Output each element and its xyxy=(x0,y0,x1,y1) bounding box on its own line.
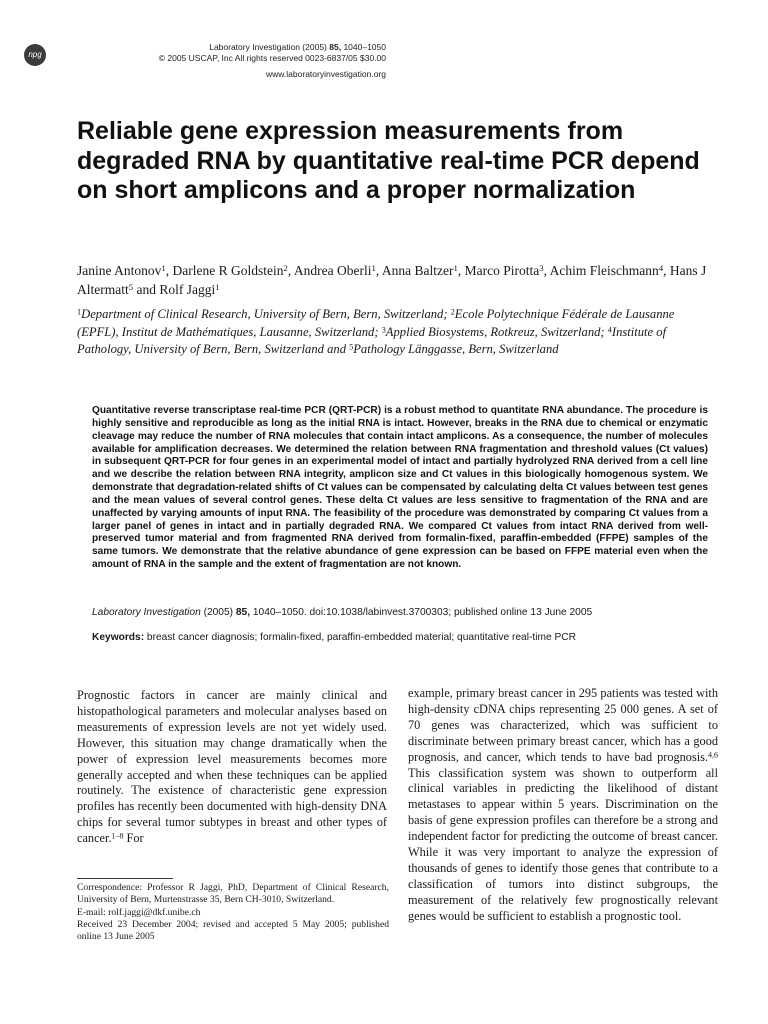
body-paragraph-right-b: This classification system was shown to outperform all clinical variables in predicting the likelihood of distant metastases to appear within 5 years. Discrimination on the basis of gene expression profiles can therefore be a strong and independent factor for predicting the outcome of breast cancer. While it was very important to analyze the expression of thousands of genes to identify those genes that contribute to a classification of tumors into distinct subgroups, the measurement of the relatively few prognostically relevant genes would be sufficient to establish a prognostic tool. xyxy=(408,765,718,923)
affiliation-marker: 4 xyxy=(658,263,664,274)
author-name-text: Janine Antonov xyxy=(77,263,162,278)
body-paragraph-left: Prognostic factors in cancer are mainly clinical and histopathological parameters and molecular analyses based on measurements of expression levels are not yet widely used. However, this situation may change dramatically when the power of expression level measurements becomes more generally accepted and when these techniques can be applied routinely. The existence of characteristic gene expression profiles has recently been documented with high-density DNA chips for several tumor subtypes in breast and other types of cancer. xyxy=(77,688,387,846)
affiliation-number: 3 xyxy=(381,324,386,334)
author-name-text: Achim Fleischmann xyxy=(549,263,659,278)
affiliation-number: 4 xyxy=(607,324,612,334)
affiliation-number: 1 xyxy=(77,307,82,317)
affiliation-marker: 1 xyxy=(215,281,220,292)
author-name-text: Rolf Jaggi xyxy=(159,281,216,297)
reference-superscript[interactable]: 4,6 xyxy=(708,750,718,760)
author-name xyxy=(550,263,664,278)
footnote-rule xyxy=(77,878,173,879)
journal-pages: 1040–1050 xyxy=(341,42,386,52)
body-paragraph-left-tail: For xyxy=(123,831,144,846)
affiliation-marker: 2 xyxy=(283,263,288,274)
keywords-text: breast cancer diagnosis; formalin-fixed, paraffin-embedded material; quantitative real-time PCR xyxy=(144,632,576,643)
author-name xyxy=(294,263,376,278)
journal-website-link[interactable]: www.laboratoryinvestigation.org xyxy=(265,69,386,79)
reference-superscript[interactable]: 1–8 xyxy=(111,831,124,841)
author-name-text: Anna Baltzer xyxy=(381,263,454,278)
body-paragraph-right-a: example, primary breast cancer in 295 patients was tested with high-density cDNA chips representing 25 000 genes. A set of 70 genes was characterized, which was sufficient to discriminate between primary breast cancer, which has a good prognosis, and cancer, which tends to have bad prognosis. xyxy=(408,686,718,764)
author-name xyxy=(173,263,288,278)
journal-volume: 85, xyxy=(329,42,342,52)
body-column-right xyxy=(408,686,718,925)
affiliation-number: 2 xyxy=(450,307,455,317)
article-citation xyxy=(92,606,732,619)
affiliations xyxy=(77,306,717,359)
affiliation-text: Institute of Pathology, University of Bern, Bern, Switzerland and xyxy=(77,324,667,357)
affiliation-marker: 5 xyxy=(128,281,134,292)
correspondence-footnote xyxy=(77,882,389,943)
affiliation-number: 5 xyxy=(349,342,354,352)
affiliation-text: Department of Clinical Research, University of Bern, Bern, Switzerland; xyxy=(81,307,451,321)
citation-volume: 85, xyxy=(235,607,251,618)
author-list: Janine Antonov$^1$, Darlene R Goldstein$^2$, Andrea Oberli$^1$, Anna Baltzer$^1$, Marco Pirotta$^3$, Achim Fleischmann$^4$, Hans J Altermatt$^5$ and Rolf Jaggi$^1$ xyxy=(77,263,707,297)
keywords xyxy=(92,631,732,644)
author-name-text: Darlene R Goldstein xyxy=(172,263,284,278)
author-name xyxy=(382,263,458,278)
correspondence-email[interactable]: E-mail: rolf.jaggi@dkf.unibe.ch xyxy=(77,906,201,918)
received-dates: Received 23 December 2004; revised and accepted 5 May 2005; published online 13 June 2005 xyxy=(77,918,389,943)
correspondence-address: Correspondence: Professor R Jaggi, PhD, Department of Clinical Research, University of Bern, Murtenstrasse 35, Bern CH-3010, Switzerland. xyxy=(77,882,389,906)
article-title: Reliable gene expression measurements from degraded RNA by quantitative real-time PCR depend on short amplicons and a proper normalization xyxy=(77,117,700,204)
journal-citation-header xyxy=(209,42,386,53)
affiliation-marker: 1 xyxy=(453,263,458,274)
abstract: Quantitative reverse transcriptase real-time PCR (QRT-PCR) is a robust method to quantitate RNA abundance. The procedure is highly sensitive and reproducible as long as the initial RNA is intact. However, breaks in the RNA due to chemical or enzymatic cleavage may reduce the number of RNA molecules that contain intact amplicons. As a consequence, the number of molecules available for amplification decreases. We determined the relation between RNA fragmentation and threshold values (Ct values) in subsequent QRT-PCR for four genes in an experimental model of intact and partially hydrolyzed RNA derived from a cell line and we describe the relation between RNA integrity, amplicon size and Ct values in this biologically homogenous system. We demonstrate that degradation-related shifts of Ct values can be compensated by calculating delta Ct values between test genes and the mean values of several control genes. These delta Ct values are less sensitive to fragmentation of the RNA and are unaffected by varying amounts of input RNA. The feasibility of the procedure was demonstrated by comparing Ct values from a larger panel of genes in intact and in partially degraded RNA. We compared Ct values from intact RNA derived from well-preserved tumor material and from fragmented RNA derived from formalin-fixed, paraffin-embedded (FFPE) samples of the same tumors. We demonstrate that the relative abundance of gene expression can be based on FFPE material even when the amount of RNA in the sample and the extent of fragmentation are not known. xyxy=(92,405,708,571)
affiliation-text: Pathology Länggasse, Bern, Switzerland xyxy=(353,342,559,357)
author-name xyxy=(465,263,544,278)
affiliation-marker: 1 xyxy=(371,263,376,274)
author-name xyxy=(77,263,166,278)
affiliation-text: Ecole Polytechnique Fédérale de Lausanne (EPFL), Institut de Mathématiques, Lausanne, Switzerland; xyxy=(77,307,675,339)
author-name-text: Marco Pirotta xyxy=(464,263,540,278)
citation-year: (2005) xyxy=(200,607,236,618)
publisher-logo: npg xyxy=(24,44,46,66)
copyright-line: © 2005 USCAP, Inc All rights reserved 0023-6837/05 $30.00 xyxy=(158,53,386,63)
body-column-left xyxy=(77,688,387,847)
citation-journal: Laboratory Investigation xyxy=(92,607,201,618)
author-name xyxy=(159,282,219,297)
author-name-text: Hans J Altermatt xyxy=(77,263,707,297)
author-name-text: Andrea Oberli xyxy=(293,263,372,278)
journal-line: Laboratory Investigation (2005) xyxy=(209,42,330,52)
affiliation-marker: 3 xyxy=(539,263,544,274)
citation-rest[interactable]: 1040–1050. doi:10.1038/labinvest.3700303; published online 13 June 2005 xyxy=(250,607,593,618)
affiliation-marker: 1 xyxy=(161,263,166,274)
affiliation-text: Applied Biosystems, Rotkreuz, Switzerland; xyxy=(385,324,608,339)
keywords-label: Keywords: xyxy=(92,632,145,643)
